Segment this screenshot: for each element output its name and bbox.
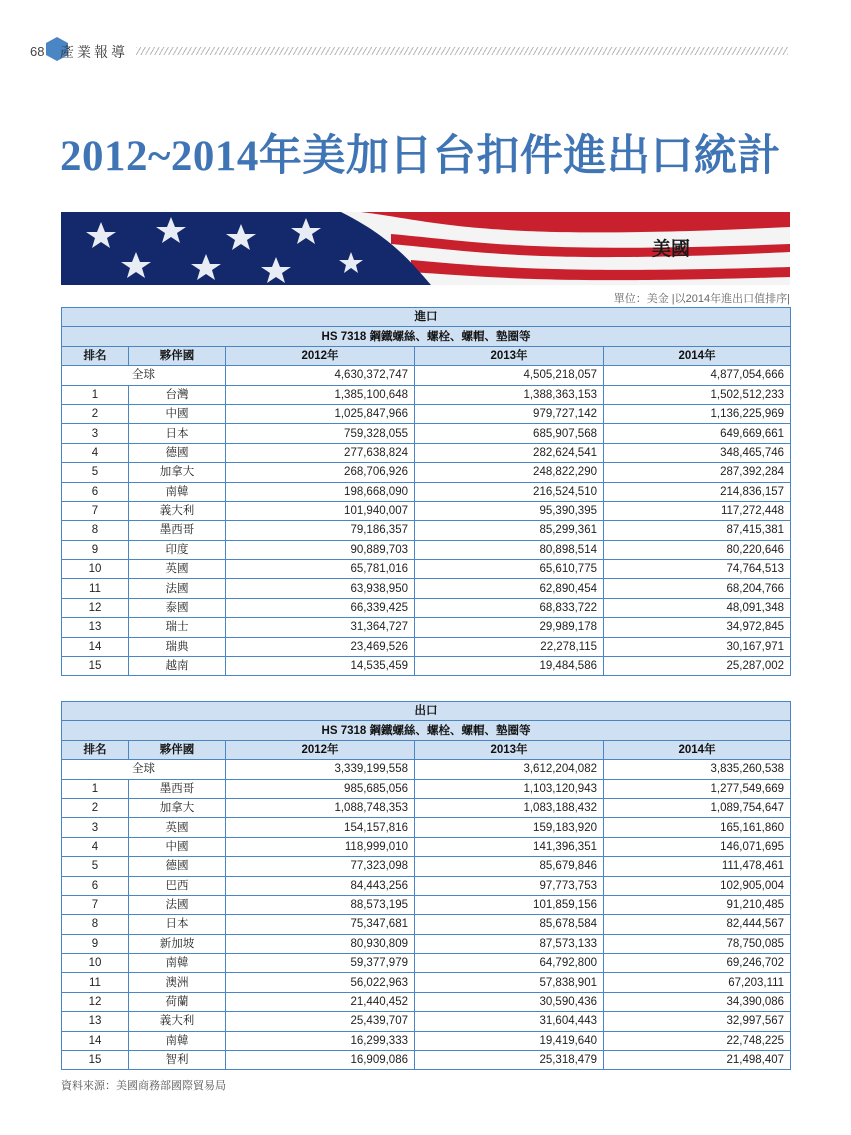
table-row — [62, 637, 791, 656]
table-title: 出口 — [62, 702, 791, 721]
cell-country: 英國 — [129, 560, 226, 579]
cell-2014: 30,167,971 — [604, 637, 791, 656]
cell-rank: 14 — [62, 1031, 129, 1050]
cell-2014: 102,905,004 — [604, 876, 791, 895]
table-row — [62, 895, 791, 914]
cell-2013: 85,679,846 — [415, 857, 604, 876]
cell-country: 墨西哥 — [129, 521, 226, 540]
cell-rank: 5 — [62, 857, 129, 876]
cell-2014: 1,502,512,233 — [604, 385, 791, 404]
cell-rank: 7 — [62, 501, 129, 520]
cell-2013: 65,610,775 — [415, 560, 604, 579]
unit-note: 單位：美金 |以2014年進出口值排序| — [613, 293, 790, 305]
table-row — [62, 424, 791, 443]
table-subtitle: HS 7318 鋼鐵螺絲、螺栓、螺帽、墊圈等 — [62, 327, 791, 346]
cell-2012: 1,025,847,966 — [226, 404, 415, 423]
cell-2013: 97,773,753 — [415, 876, 604, 895]
page-number: 68 — [30, 44, 45, 59]
table-row — [62, 579, 791, 598]
cell-2013: 248,822,290 — [415, 463, 604, 482]
cell-rank: 11 — [62, 973, 129, 992]
table-row — [62, 779, 791, 798]
column-header-2013: 2013年 — [415, 740, 604, 759]
table-row — [62, 876, 791, 895]
table-row — [62, 818, 791, 837]
cell-2012: 198,668,090 — [226, 482, 415, 501]
cell-2014: 87,415,381 — [604, 521, 791, 540]
header-hatch-divider — [136, 47, 788, 55]
table-row — [62, 598, 791, 617]
cell-rank: 1 — [62, 385, 129, 404]
cell-2014: 287,392,284 — [604, 463, 791, 482]
cell-country: 瑞典 — [129, 637, 226, 656]
cell-2014: 1,136,225,969 — [604, 404, 791, 423]
cell-2013: 979,727,142 — [415, 404, 604, 423]
table-row — [62, 1051, 791, 1070]
page-title: 2012~2014年美加日台扣件進出口統計 — [60, 133, 781, 180]
cell-2013: 19,484,586 — [415, 657, 604, 676]
cell-country: 南韓 — [129, 1031, 226, 1050]
cell-2013: 3,612,204,082 — [415, 760, 604, 779]
table-title: 進口 — [62, 308, 791, 327]
cell-2012: 88,573,195 — [226, 895, 415, 914]
cell-2013: 101,859,156 — [415, 895, 604, 914]
cell-country: 新加坡 — [129, 934, 226, 953]
table-row-total — [62, 760, 791, 779]
cell-rank: 4 — [62, 837, 129, 856]
cell-rank: 4 — [62, 443, 129, 462]
cell-2013: 31,604,443 — [415, 1012, 604, 1031]
cell-country: 中國 — [129, 837, 226, 856]
cell-2013: 1,083,188,432 — [415, 798, 604, 817]
table-row — [62, 657, 791, 676]
cell-2013: 62,890,454 — [415, 579, 604, 598]
cell-country: 巴西 — [129, 876, 226, 895]
cell-rank: 2 — [62, 798, 129, 817]
cell-country: 墨西哥 — [129, 779, 226, 798]
cell-rank: 2 — [62, 404, 129, 423]
cell-2013: 216,524,510 — [415, 482, 604, 501]
column-header-partner: 夥伴國 — [129, 346, 226, 365]
cell-rank: 14 — [62, 637, 129, 656]
cell-rank: 13 — [62, 1012, 129, 1031]
cell-2012: 80,930,809 — [226, 934, 415, 953]
cell-2012: 16,299,333 — [226, 1031, 415, 1050]
cell-country: 印度 — [129, 540, 226, 559]
cell-2012: 985,685,056 — [226, 779, 415, 798]
column-header-2014: 2014年 — [604, 740, 791, 759]
cell-rank: 10 — [62, 560, 129, 579]
cell-country: 台灣 — [129, 385, 226, 404]
table-row — [62, 973, 791, 992]
cell-2012: 21,440,452 — [226, 992, 415, 1011]
column-header-2014: 2014年 — [604, 346, 791, 365]
cell-2014: 78,750,085 — [604, 934, 791, 953]
cell-rank: 5 — [62, 463, 129, 482]
total-label: 全球 — [62, 366, 226, 385]
cell-2014: 91,210,485 — [604, 895, 791, 914]
cell-country: 加拿大 — [129, 463, 226, 482]
cell-2014: 68,204,766 — [604, 579, 791, 598]
cell-2014: 48,091,348 — [604, 598, 791, 617]
cell-2013: 85,678,584 — [415, 915, 604, 934]
source-note: 資料來源：美國商務部國際貿易局 — [61, 1080, 226, 1092]
column-header-2013: 2013年 — [415, 346, 604, 365]
cell-rank: 9 — [62, 540, 129, 559]
cell-2012: 75,347,681 — [226, 915, 415, 934]
cell-2014: 67,203,111 — [604, 973, 791, 992]
cell-2013: 4,505,218,057 — [415, 366, 604, 385]
cell-2014: 34,390,086 — [604, 992, 791, 1011]
cell-country: 加拿大 — [129, 798, 226, 817]
table-row — [62, 618, 791, 637]
cell-country: 義大利 — [129, 1012, 226, 1031]
cell-2012: 23,469,526 — [226, 637, 415, 656]
country-label: 美國 — [651, 239, 690, 260]
cell-2012: 154,157,816 — [226, 818, 415, 837]
cell-country: 德國 — [129, 443, 226, 462]
cell-rank: 6 — [62, 482, 129, 501]
cell-2014: 82,444,567 — [604, 915, 791, 934]
cell-rank: 7 — [62, 895, 129, 914]
table-row — [62, 521, 791, 540]
cell-2013: 1,103,120,943 — [415, 779, 604, 798]
cell-2013: 282,624,541 — [415, 443, 604, 462]
table-row — [62, 385, 791, 404]
column-header-2012: 2012年 — [226, 346, 415, 365]
cell-rank: 6 — [62, 876, 129, 895]
cell-2014: 649,669,661 — [604, 424, 791, 443]
cell-2012: 63,938,950 — [226, 579, 415, 598]
cell-rank: 10 — [62, 954, 129, 973]
cell-2012: 1,088,748,353 — [226, 798, 415, 817]
cell-country: 法國 — [129, 579, 226, 598]
table-row — [62, 482, 791, 501]
cell-2012: 277,638,824 — [226, 443, 415, 462]
cell-2012: 1,385,100,648 — [226, 385, 415, 404]
cell-2013: 19,419,640 — [415, 1031, 604, 1050]
cell-country: 南韓 — [129, 482, 226, 501]
table-row — [62, 837, 791, 856]
cell-2014: 74,764,513 — [604, 560, 791, 579]
cell-2014: 117,272,448 — [604, 501, 791, 520]
cell-country: 中國 — [129, 404, 226, 423]
table-row — [62, 992, 791, 1011]
cell-rank: 13 — [62, 618, 129, 637]
cell-2012: 56,022,963 — [226, 973, 415, 992]
cell-2013: 1,388,363,153 — [415, 385, 604, 404]
cell-2014: 165,161,860 — [604, 818, 791, 837]
cell-2013: 95,390,395 — [415, 501, 604, 520]
cell-rank: 12 — [62, 598, 129, 617]
cell-2013: 685,907,568 — [415, 424, 604, 443]
table-row — [62, 915, 791, 934]
cell-2012: 16,909,086 — [226, 1051, 415, 1070]
table-row-total — [62, 366, 791, 385]
table-row — [62, 934, 791, 953]
cell-2012: 59,377,979 — [226, 954, 415, 973]
cell-2012: 25,439,707 — [226, 1012, 415, 1031]
table-row — [62, 404, 791, 423]
cell-2014: 1,277,549,669 — [604, 779, 791, 798]
import-table — [61, 307, 791, 676]
table-row — [62, 463, 791, 482]
table-row — [62, 443, 791, 462]
cell-country: 日本 — [129, 915, 226, 934]
table-row — [62, 560, 791, 579]
cell-2012: 65,781,016 — [226, 560, 415, 579]
page-header — [0, 32, 851, 62]
cell-2012: 84,443,256 — [226, 876, 415, 895]
cell-2012: 759,328,055 — [226, 424, 415, 443]
table-row — [62, 1031, 791, 1050]
cell-2014: 34,972,845 — [604, 618, 791, 637]
cell-country: 瑞士 — [129, 618, 226, 637]
table-row — [62, 501, 791, 520]
cell-2013: 30,590,436 — [415, 992, 604, 1011]
cell-country: 義大利 — [129, 501, 226, 520]
table-row — [62, 857, 791, 876]
cell-rank: 9 — [62, 934, 129, 953]
cell-2013: 25,318,479 — [415, 1051, 604, 1070]
cell-country: 泰國 — [129, 598, 226, 617]
flag-banner — [61, 212, 790, 285]
cell-2013: 64,792,800 — [415, 954, 604, 973]
cell-rank: 3 — [62, 424, 129, 443]
cell-country: 荷蘭 — [129, 992, 226, 1011]
cell-2013: 22,278,115 — [415, 637, 604, 656]
cell-2013: 68,833,722 — [415, 598, 604, 617]
cell-country: 南韓 — [129, 954, 226, 973]
cell-2012: 101,940,007 — [226, 501, 415, 520]
cell-2012: 77,323,098 — [226, 857, 415, 876]
cell-2013: 57,838,901 — [415, 973, 604, 992]
cell-2014: 69,246,702 — [604, 954, 791, 973]
cell-2014: 348,465,746 — [604, 443, 791, 462]
table-row — [62, 954, 791, 973]
cell-2012: 3,339,199,558 — [226, 760, 415, 779]
cell-2012: 31,364,727 — [226, 618, 415, 637]
cell-2014: 22,748,225 — [604, 1031, 791, 1050]
cell-2012: 90,889,703 — [226, 540, 415, 559]
cell-2012: 66,339,425 — [226, 598, 415, 617]
export-table — [61, 701, 791, 1070]
table-row — [62, 1012, 791, 1031]
cell-country: 日本 — [129, 424, 226, 443]
cell-2014: 80,220,646 — [604, 540, 791, 559]
cell-2012: 79,186,357 — [226, 521, 415, 540]
section-label: 產業報導 — [60, 44, 128, 60]
cell-2012: 118,999,010 — [226, 837, 415, 856]
table-row — [62, 798, 791, 817]
cell-2014: 21,498,407 — [604, 1051, 791, 1070]
cell-rank: 3 — [62, 818, 129, 837]
table-subtitle: HS 7318 鋼鐵螺絲、螺栓、螺帽、墊圈等 — [62, 721, 791, 740]
cell-2014: 4,877,054,666 — [604, 366, 791, 385]
cell-country: 德國 — [129, 857, 226, 876]
cell-2012: 14,535,459 — [226, 657, 415, 676]
table-row — [62, 540, 791, 559]
cell-2013: 80,898,514 — [415, 540, 604, 559]
cell-country: 智利 — [129, 1051, 226, 1070]
cell-2014: 146,071,695 — [604, 837, 791, 856]
cell-country: 英國 — [129, 818, 226, 837]
cell-2013: 87,573,133 — [415, 934, 604, 953]
cell-2012: 268,706,926 — [226, 463, 415, 482]
column-header-rank: 排名 — [62, 346, 129, 365]
cell-rank: 1 — [62, 779, 129, 798]
cell-country: 法國 — [129, 895, 226, 914]
column-header-2012: 2012年 — [226, 740, 415, 759]
cell-2014: 111,478,461 — [604, 857, 791, 876]
cell-2013: 141,396,351 — [415, 837, 604, 856]
column-header-partner: 夥伴國 — [129, 740, 226, 759]
cell-2012: 4,630,372,747 — [226, 366, 415, 385]
cell-country: 澳洲 — [129, 973, 226, 992]
cell-rank: 12 — [62, 992, 129, 1011]
total-label: 全球 — [62, 760, 226, 779]
cell-2014: 3,835,260,538 — [604, 760, 791, 779]
cell-2014: 214,836,157 — [604, 482, 791, 501]
cell-rank: 8 — [62, 915, 129, 934]
cell-rank: 8 — [62, 521, 129, 540]
cell-country: 越南 — [129, 657, 226, 676]
cell-rank: 11 — [62, 579, 129, 598]
cell-2013: 29,989,178 — [415, 618, 604, 637]
cell-2014: 25,287,002 — [604, 657, 791, 676]
cell-2013: 159,183,920 — [415, 818, 604, 837]
cell-2014: 1,089,754,647 — [604, 798, 791, 817]
cell-rank: 15 — [62, 1051, 129, 1070]
cell-2013: 85,299,361 — [415, 521, 604, 540]
cell-2014: 32,997,567 — [604, 1012, 791, 1031]
column-header-rank: 排名 — [62, 740, 129, 759]
cell-rank: 15 — [62, 657, 129, 676]
